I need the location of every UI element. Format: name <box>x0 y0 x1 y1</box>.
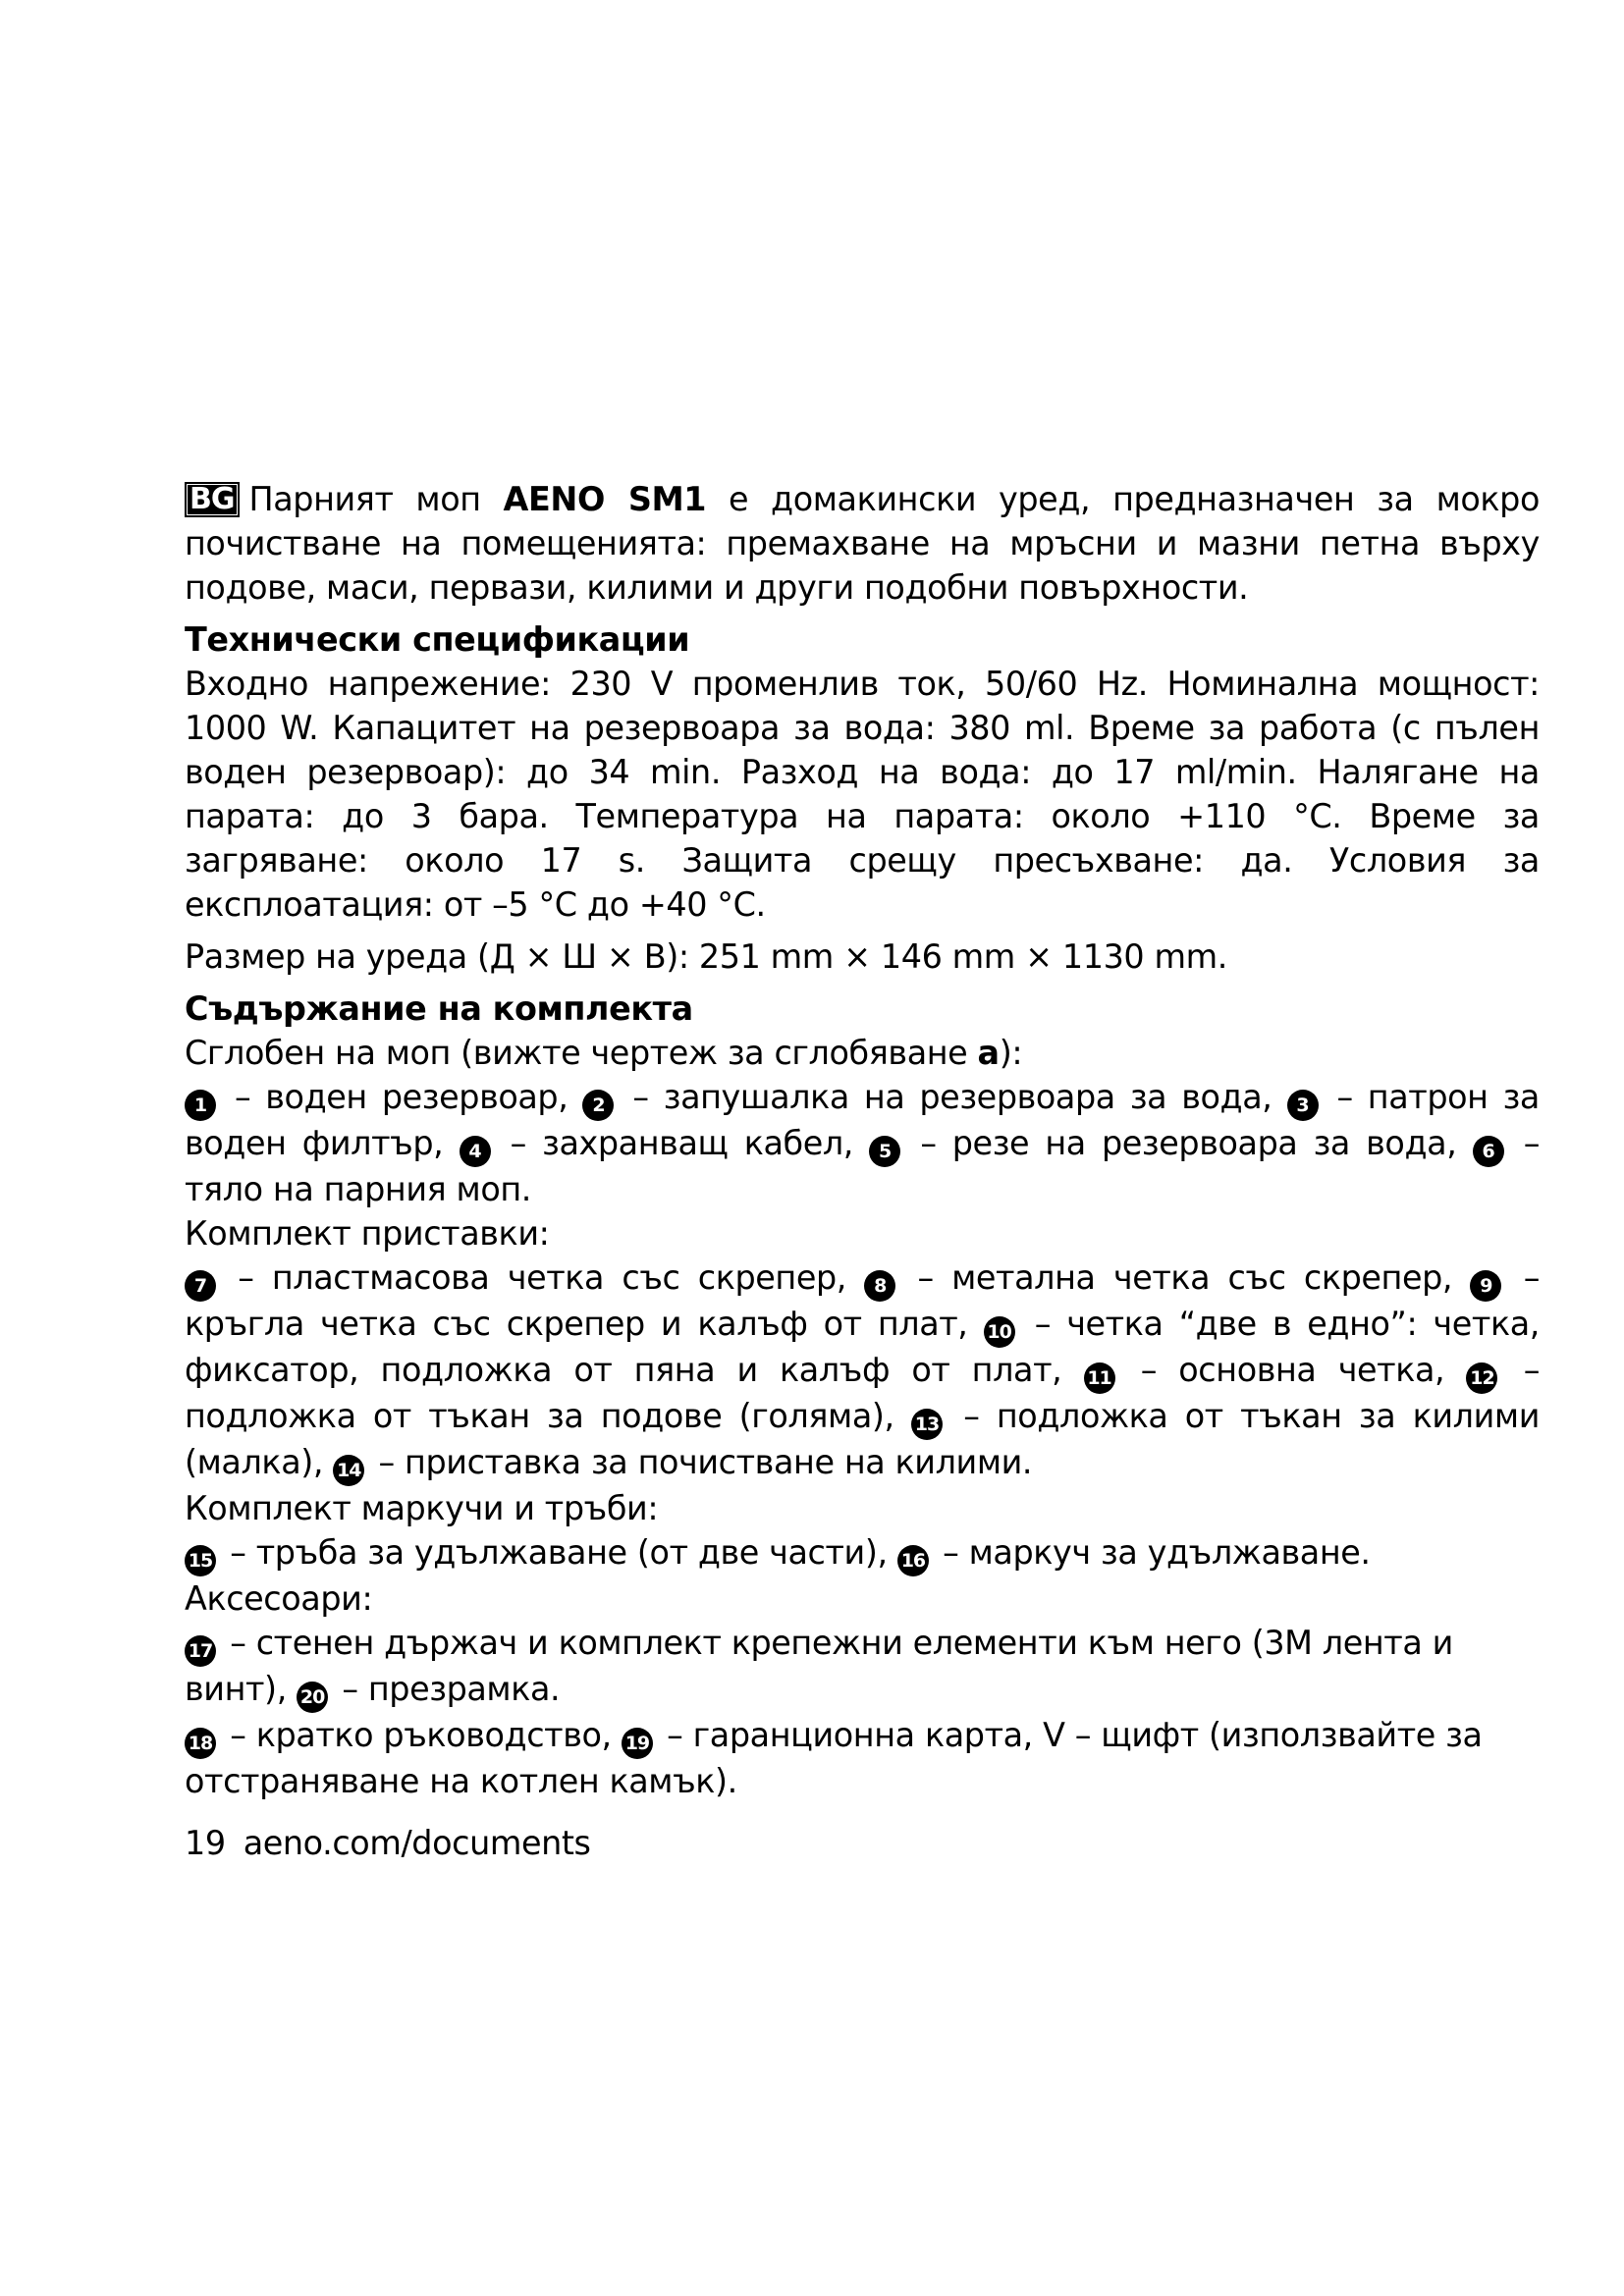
list-item: – резе на резервоара за вода, <box>904 1124 1473 1162</box>
list-item: – четка “две в едно”: четка, фиксатор, подложка от пяна и калъф от плат, <box>185 1305 1540 1389</box>
list-item: – пластмасова четка със скрепер, <box>220 1258 865 1297</box>
dimensions-paragraph: Размер на уреда (Д × Ш × В): 251 mm × 146 mm × 1130 mm. <box>185 937 1227 976</box>
attachments-list <box>185 1255 1540 1486</box>
list-item: – подложка от тъкан за килими (малка), <box>185 1397 1540 1481</box>
item-number-badge: 1 <box>185 1090 216 1121</box>
page-footer <box>185 1821 1540 1865</box>
item-number-badge: 2 <box>582 1090 614 1121</box>
list-item: – тяло на парния моп. <box>185 1124 1541 1208</box>
attachments-label: Комплект приставки: <box>185 1214 550 1253</box>
drawing-letter: а <box>977 1034 1000 1072</box>
kit-heading: Съдържание на комплекта <box>185 989 693 1028</box>
item-number-badge: 19 <box>622 1728 653 1759</box>
item-number-badge: 7 <box>185 1270 216 1302</box>
hoses-label: Комплект маркучи и тръби: <box>185 1489 659 1527</box>
specs-paragraph: Входно напрежение: 230 V променлив ток, 50/60 Hz. Номинална мощност: 1000 W. Капацитет на резервоара за вода: 380 ml. Време за работа (с пълен воден резервоар): до 34 min. Разход на вода: до 17 ml/min. Налягане на парата: до 3 бара. Температура на парата: около +110 °C. Време за загряване: около 17 s. Защита срещу пресъхване: да. Условия за експлоатация: от –5 °C до +40 °C. <box>185 665 1540 924</box>
item-number-badge: 16 <box>897 1545 929 1576</box>
item-number-badge: 6 <box>1473 1136 1504 1167</box>
list-item: – основна четка, <box>1118 1351 1467 1389</box>
page-number: 19 <box>185 1824 226 1862</box>
manual-content <box>185 477 1540 1865</box>
list-item: – захранващ кабел, <box>494 1124 870 1162</box>
list-item: – тръба за удължаване (от две части), <box>220 1533 897 1572</box>
item-number-badge: 18 <box>185 1728 216 1759</box>
list-item: – патрон за воден филтър, <box>185 1078 1540 1162</box>
list-item: – воден резервоар, <box>220 1078 583 1116</box>
list-item: – подложка от тъкан за подове (голяма), <box>185 1351 1540 1435</box>
language-badge: BG <box>185 482 240 517</box>
item-number-badge: 20 <box>297 1682 328 1713</box>
list-item: – маркуч за удължаване. <box>932 1533 1371 1572</box>
list-item: – приставка за почистване на килими. <box>368 1443 1033 1481</box>
accessories-list <box>185 1621 1540 1713</box>
list-item: – кратко ръководство, <box>220 1716 622 1754</box>
list-item: – презрамка. <box>332 1670 561 1708</box>
item-number-badge: 12 <box>1466 1362 1497 1394</box>
documents-url: aeno.com/documents <box>243 1824 591 1862</box>
list-item: – кръгла четка със скрепер и калъф от плат, <box>185 1258 1540 1343</box>
intro-text-rest: е домакински уред, предназначен за мокро почистване на помещенията: премахване на мръсни и мазни петна върху подове, маси, первази, килими и други подобни повърхности. <box>185 480 1540 607</box>
item-number-badge: 3 <box>1287 1090 1319 1121</box>
specs-heading: Технически спецификации <box>185 620 690 659</box>
list-item: – метална четка със скрепер, <box>899 1258 1471 1297</box>
item-number-badge: 15 <box>185 1545 216 1576</box>
assembled-label: Сглобен на моп (вижте чертеж за сглобяване а): <box>185 1034 1023 1072</box>
item-number-badge: 14 <box>333 1455 364 1486</box>
item-number-badge: 8 <box>864 1270 895 1302</box>
item-number-badge: 13 <box>911 1409 943 1440</box>
item-number-badge: 9 <box>1470 1270 1501 1302</box>
item-number-badge: 4 <box>460 1136 491 1167</box>
list-item: – стенен държач и комплект крепежни елементи към него (3M лента и винт), <box>185 1624 1453 1708</box>
intro-paragraph <box>185 477 1540 610</box>
assembled-parts-list <box>185 1075 1540 1211</box>
hoses-list <box>185 1530 1540 1576</box>
documents-list <box>185 1713 1540 1803</box>
list-item: – запушалка на резервоара за вода, <box>618 1078 1287 1116</box>
intro-text: Парният моп <box>248 480 504 518</box>
item-number-badge: 11 <box>1084 1362 1115 1394</box>
brand-name: AENO SM1 <box>503 480 707 518</box>
list-item: – гаранционна карта, V – щифт (използвайте за отстраняване на котлен камък). <box>185 1716 1483 1800</box>
item-number-badge: 10 <box>984 1316 1015 1348</box>
item-number-badge: 5 <box>869 1136 900 1167</box>
accessories-label: Аксесоари: <box>185 1579 373 1618</box>
item-number-badge: 17 <box>185 1635 216 1667</box>
